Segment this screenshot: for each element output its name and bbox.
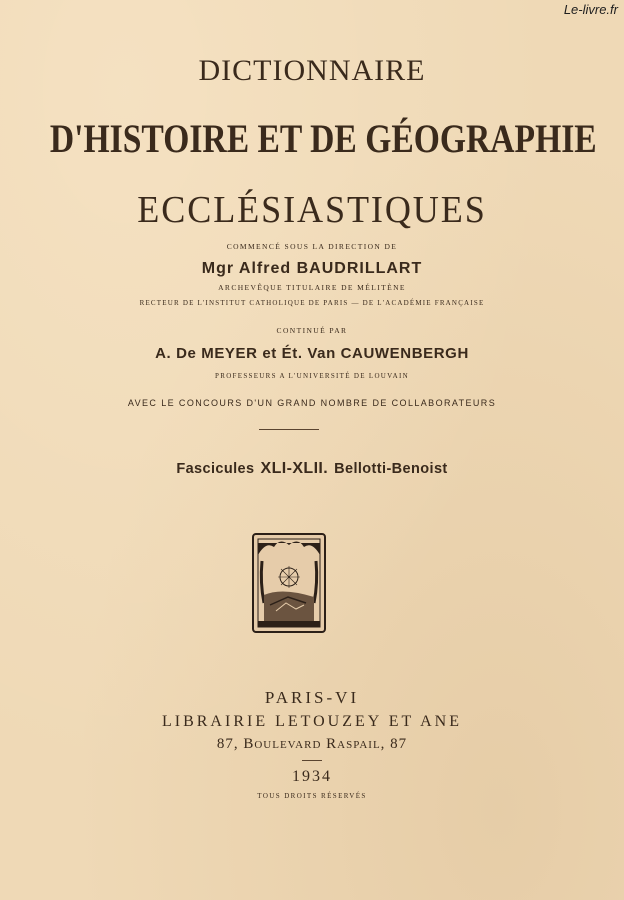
publisher-emblem-icon — [252, 533, 326, 633]
watermark: Le-livre.fr — [563, 2, 618, 17]
address-number-2: 87 — [390, 736, 408, 752]
imprint-city: PARIS-VI — [264, 688, 360, 707]
editor-names: A. De MEYER et Ét. Van CAUWENBERGH — [155, 345, 469, 362]
editor-title: PROFESSEURS A L'UNIVERSITÉ DE LOUVAIN — [215, 372, 409, 380]
director-name: Mgr Alfred BAUDRILLART — [201, 260, 423, 277]
address-number-1: 87, — [216, 736, 239, 752]
imprint-rights: TOUS DROITS RÉSERVÉS — [257, 792, 367, 800]
direction-intro: COMMENCÉ SOUS LA DIRECTION DE — [226, 242, 398, 251]
fascicules-range: Bellotti-Benoist — [334, 461, 448, 477]
divider — [259, 429, 319, 430]
imprint-address — [0, 736, 624, 753]
director-title-2: RECTEUR DE L'INSTITUT CATHOLIQUE DE PARIS — DE L'ACADÉMIE FRANÇAISE — [139, 299, 485, 307]
fascicules-line — [0, 460, 624, 478]
collaborators-line: AVEC LE CONCOURS D'UN GRAND NOMBRE DE COLLABORATEURS — [127, 398, 497, 408]
title-line-2: D'HISTOIRE ET DE GÉOGRAPHIE — [49, 116, 597, 161]
title-line-1: DICTIONNAIRE — [198, 54, 426, 87]
imprint-publisher: LIBRAIRIE LETOUZEY ET ANE — [161, 713, 462, 730]
director-title-1: ARCHEVÊQUE TITULAIRE DE MÉLITÈNE — [218, 283, 406, 292]
imprint-year: 1934 — [292, 768, 332, 785]
divider-small — [302, 760, 322, 761]
fascicules-label: Fascicules — [176, 461, 255, 477]
continuation-intro: CONTINUÉ PAR — [276, 326, 348, 335]
fascicules-numbers: XLI-XLII. — [260, 460, 329, 477]
address-street: Boulevard Raspail, — [243, 736, 386, 752]
title-line-3: ECCLÉSIASTIQUES — [137, 189, 487, 231]
